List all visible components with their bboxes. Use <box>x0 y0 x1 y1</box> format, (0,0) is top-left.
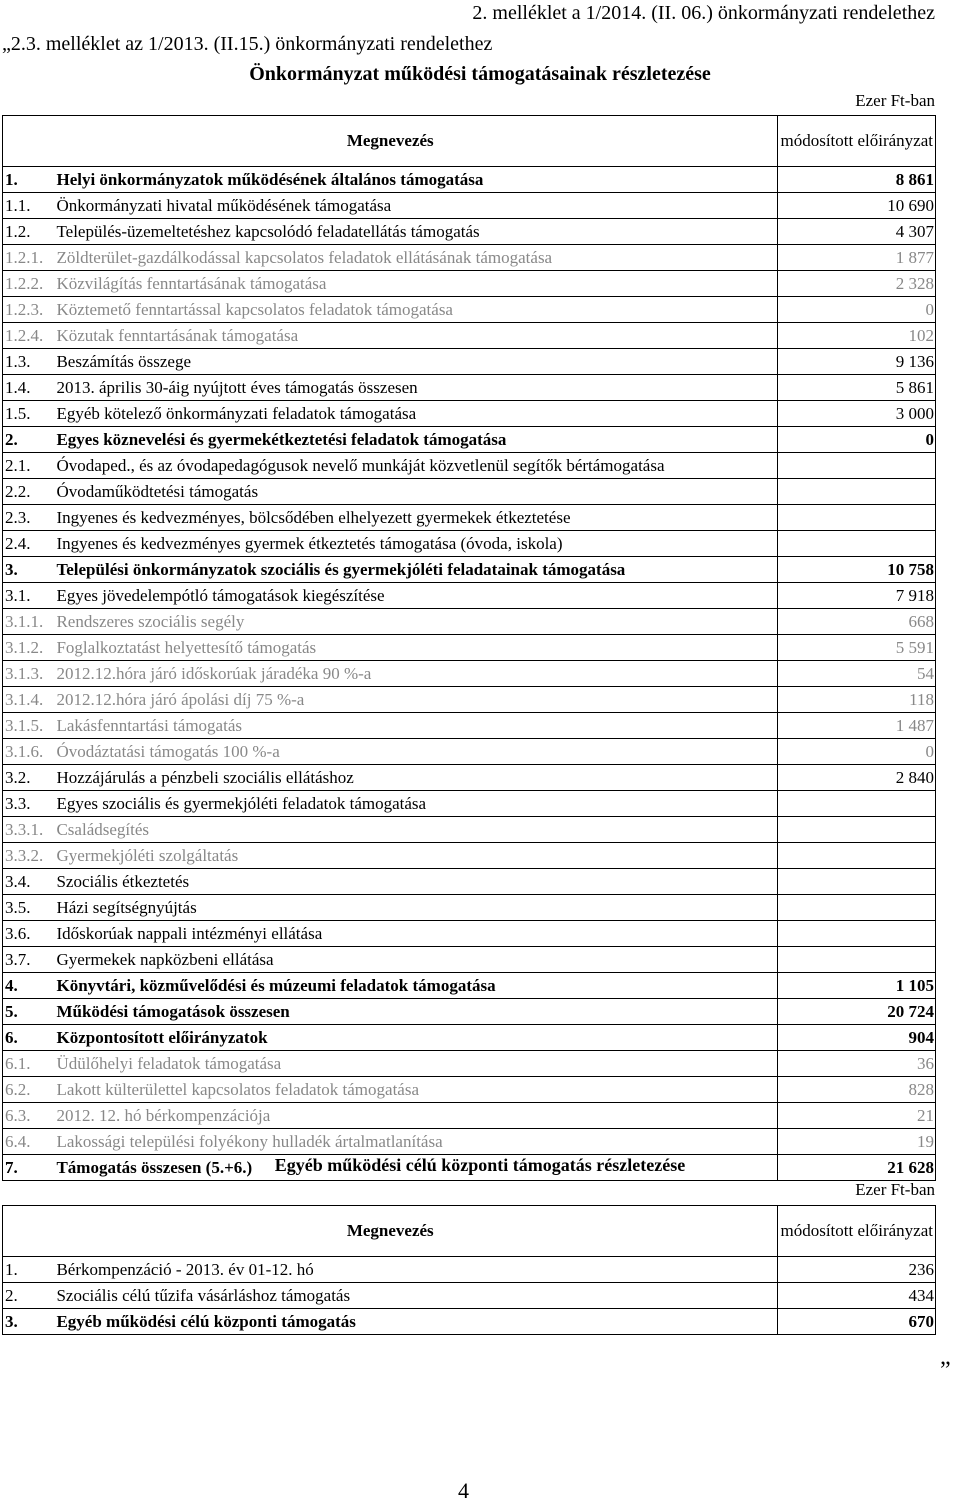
table2-col-value-header: módosított előirányzat <box>778 1206 936 1257</box>
row-number: 5. <box>3 999 55 1025</box>
table-row <box>3 401 936 427</box>
row-number: 2. <box>3 1283 55 1309</box>
row-value: 8 861 <box>778 167 936 193</box>
row-value: 5 861 <box>778 375 936 401</box>
row-label: Települési önkormányzatok szociális és gyermekjóléti feladatainak támogatása <box>54 557 778 583</box>
row-label: Szociális étkeztetés <box>54 869 778 895</box>
row-label: Ingyenes és kedvezményes gyermek étkeztetés támogatása (óvoda, iskola) <box>54 531 778 557</box>
row-value: 10 690 <box>778 193 936 219</box>
row-label: Hozzájárulás a pénzbeli szociális ellátáshoz <box>54 765 778 791</box>
row-value: 1 487 <box>778 713 936 739</box>
table-row <box>3 921 936 947</box>
row-label: Házi segítségnyújtás <box>54 895 778 921</box>
table-row <box>3 661 936 687</box>
row-number: 1. <box>3 1257 55 1283</box>
row-number: 3. <box>3 1309 55 1335</box>
table-row <box>3 635 936 661</box>
row-number: 3.6. <box>3 921 55 947</box>
row-number: 2. <box>3 427 55 453</box>
row-label: 2012.12.hóra járó ápolási díj 75 %-a <box>54 687 778 713</box>
table-row <box>3 1051 936 1077</box>
row-value: 0 <box>778 739 936 765</box>
row-number: 1.2. <box>3 219 55 245</box>
row-value <box>778 869 936 895</box>
row-label: 2012.12.hóra járó időskorúak járadéka 90 %-a <box>54 661 778 687</box>
row-number: 3.1.4. <box>3 687 55 713</box>
row-label: Egyes jövedelempótló támogatások kiegészítése <box>54 583 778 609</box>
table-row <box>3 1077 936 1103</box>
table-row <box>3 531 936 557</box>
row-number: 3. <box>3 557 55 583</box>
table-row <box>3 713 936 739</box>
page-number: 4 <box>458 1478 469 1503</box>
row-label: Óvodaped., és az óvodapedagógusok nevelő munkáját közvetlenül segítők bértámogatása <box>54 453 778 479</box>
row-value: 102 <box>778 323 936 349</box>
table-row <box>3 843 936 869</box>
table1 <box>2 115 936 1181</box>
row-label: Egyéb működési célú központi támogatás <box>54 1309 778 1335</box>
row-label: Könyvtári, közművelődési és múzeumi feladatok támogatása <box>54 973 778 999</box>
row-number: 3.4. <box>3 869 55 895</box>
row-value: 2 840 <box>778 765 936 791</box>
decree-reference-line: 2. melléklet a 1/2014. (II. 06.) önkormányzati rendelethez <box>472 2 935 24</box>
row-label: Beszámítás összege <box>54 349 778 375</box>
table-row <box>3 739 936 765</box>
row-value: 20 724 <box>778 999 936 1025</box>
row-label: 2013. április 30-áig nyújtott éves támogatás összesen <box>54 375 778 401</box>
row-label: Gyermekjóléti szolgáltatás <box>54 843 778 869</box>
row-number: 2.3. <box>3 505 55 531</box>
row-value: 10 758 <box>778 557 936 583</box>
table-row <box>3 1257 936 1283</box>
table1-col-name-header: Megnevezés <box>3 116 778 167</box>
row-label: Közvilágítás fenntartásának támogatása <box>54 271 778 297</box>
row-number: 6.3. <box>3 1103 55 1129</box>
table-row <box>3 297 936 323</box>
row-value: 0 <box>778 427 936 453</box>
row-label: Időskorúak nappali intézményi ellátása <box>54 921 778 947</box>
row-value: 21 628 <box>778 1155 936 1181</box>
table-row <box>3 973 936 999</box>
row-number: 1. <box>3 167 55 193</box>
row-label: Bérkompenzáció - 2013. év 01-12. hó <box>54 1257 778 1283</box>
row-label: Üdülőhelyi feladatok támogatása <box>54 1051 778 1077</box>
row-value: 21 <box>778 1103 936 1129</box>
row-number: 1.3. <box>3 349 55 375</box>
row-label: Óvodaműködtetési támogatás <box>54 479 778 505</box>
row-label: Gyermekek napközbeni ellátása <box>54 947 778 973</box>
table-row <box>3 557 936 583</box>
table-row <box>3 167 936 193</box>
row-value <box>778 895 936 921</box>
row-value: 0 <box>778 297 936 323</box>
row-value: 670 <box>778 1309 936 1335</box>
table-row <box>3 895 936 921</box>
row-value: 5 591 <box>778 635 936 661</box>
table1-header-row <box>3 116 936 167</box>
table2-col-name-header: Megnevezés <box>3 1206 778 1257</box>
row-number: 1.2.2. <box>3 271 55 297</box>
row-label: Központosított előirányzatok <box>54 1025 778 1051</box>
row-value: 3 000 <box>778 401 936 427</box>
table-row <box>3 999 936 1025</box>
row-value <box>778 453 936 479</box>
table-row <box>3 583 936 609</box>
table-row <box>3 687 936 713</box>
row-label: Szociális célú tűzifa vásárláshoz támogatás <box>54 1283 778 1309</box>
row-value: 904 <box>778 1025 936 1051</box>
table1-unit: Ezer Ft-ban <box>855 91 935 110</box>
table-row <box>3 817 936 843</box>
row-number: 2.4. <box>3 531 55 557</box>
row-value: 828 <box>778 1077 936 1103</box>
table1-title: Önkormányzat működési támogatásainak részletezése <box>249 63 711 85</box>
row-number: 1.4. <box>3 375 55 401</box>
row-label: Lakossági települési folyékony hulladék ártalmatlanítása <box>54 1129 778 1155</box>
row-label: Zöldterület-gazdálkodással kapcsolatos feladatok ellátásának támogatása <box>54 245 778 271</box>
row-label: Óvodáztatási támogatás 100 %-a <box>54 739 778 765</box>
row-number: 1.2.1. <box>3 245 55 271</box>
row-value <box>778 479 936 505</box>
row-label: Helyi önkormányzatok működésének általános támogatása <box>54 167 778 193</box>
row-value: 36 <box>778 1051 936 1077</box>
row-value: 118 <box>778 687 936 713</box>
table-row <box>3 323 936 349</box>
row-value <box>778 817 936 843</box>
table-row <box>3 869 936 895</box>
row-number: 3.2. <box>3 765 55 791</box>
row-number: 1.1. <box>3 193 55 219</box>
table2-header-row <box>3 1206 936 1257</box>
table-row <box>3 193 936 219</box>
row-label: Önkormányzati hivatal működésének támogatása <box>54 193 778 219</box>
row-value <box>778 921 936 947</box>
row-value <box>778 843 936 869</box>
table-row <box>3 1025 936 1051</box>
row-number: 3.1.3. <box>3 661 55 687</box>
row-number: 3.1.6. <box>3 739 55 765</box>
row-value <box>778 505 936 531</box>
table-row <box>3 1309 936 1335</box>
table-row <box>3 791 936 817</box>
table2 <box>2 1205 936 1335</box>
table-row <box>3 427 936 453</box>
row-value: 434 <box>778 1283 936 1309</box>
row-label: Lakott külterülettel kapcsolatos feladatok támogatása <box>54 1077 778 1103</box>
table-row <box>3 505 936 531</box>
closing-quote-mark: „ <box>940 1344 951 1370</box>
table-row <box>3 245 936 271</box>
table-row <box>3 453 936 479</box>
row-number: 1.2.3. <box>3 297 55 323</box>
row-number: 6. <box>3 1025 55 1051</box>
annex-reference-line: „2.3. melléklet az 1/2013. (II.15.) önkormányzati rendelethez <box>2 33 493 55</box>
table1-col-value-header: módosított előirányzat <box>778 116 936 167</box>
table-row <box>3 479 936 505</box>
row-number: 3.3.2. <box>3 843 55 869</box>
table-row <box>3 271 936 297</box>
row-number: 7. <box>3 1155 55 1181</box>
row-number: 3.1.2. <box>3 635 55 661</box>
row-value: 668 <box>778 609 936 635</box>
table-row <box>3 765 936 791</box>
row-label: Rendszeres szociális segély <box>54 609 778 635</box>
row-number: 6.2. <box>3 1077 55 1103</box>
row-value <box>778 947 936 973</box>
table-row <box>3 609 936 635</box>
table-row <box>3 219 936 245</box>
table-row <box>3 947 936 973</box>
row-value: 7 918 <box>778 583 936 609</box>
row-label: 2012. 12. hó bérkompenzációja <box>54 1103 778 1129</box>
table-row <box>3 1283 936 1309</box>
row-number: 6.1. <box>3 1051 55 1077</box>
row-value: 54 <box>778 661 936 687</box>
row-label: Köztemető fenntartással kapcsolatos feladatok támogatása <box>54 297 778 323</box>
row-label: Ingyenes és kedvezményes, bölcsődében elhelyezett gyermekek étkeztetése <box>54 505 778 531</box>
row-label: Családsegítés <box>54 817 778 843</box>
row-number: 3.7. <box>3 947 55 973</box>
row-number: 1.5. <box>3 401 55 427</box>
row-label: Egyes szociális és gyermekjóléti feladatok támogatása <box>54 791 778 817</box>
row-label: Település-üzemeltetéshez kapcsolódó feladatellátás támogatás <box>54 219 778 245</box>
row-number: 3.1.1. <box>3 609 55 635</box>
table2-unit: Ezer Ft-ban <box>855 1180 935 1199</box>
row-value: 1 105 <box>778 973 936 999</box>
row-number: 4. <box>3 973 55 999</box>
row-value <box>778 791 936 817</box>
row-label: Támogatás összesen (5.+6.) <box>54 1155 778 1181</box>
row-number: 2.1. <box>3 453 55 479</box>
row-value: 1 877 <box>778 245 936 271</box>
row-value: 19 <box>778 1129 936 1155</box>
row-number: 1.2.4. <box>3 323 55 349</box>
row-value: 236 <box>778 1257 936 1283</box>
row-number: 3.5. <box>3 895 55 921</box>
row-label: Foglalkoztatást helyettesítő támogatás <box>54 635 778 661</box>
row-value: 9 136 <box>778 349 936 375</box>
row-label: Egyéb kötelező önkormányzati feladatok támogatása <box>54 401 778 427</box>
row-number: 3.3. <box>3 791 55 817</box>
table-row <box>3 349 936 375</box>
row-label: Egyes köznevelési és gyermekétkeztetési feladatok támogatása <box>54 427 778 453</box>
row-label: Működési támogatások összesen <box>54 999 778 1025</box>
row-number: 6.4. <box>3 1129 55 1155</box>
table-row <box>3 1129 936 1155</box>
row-number: 3.1. <box>3 583 55 609</box>
row-number: 2.2. <box>3 479 55 505</box>
row-number: 3.1.5. <box>3 713 55 739</box>
table-row <box>3 375 936 401</box>
row-value: 4 307 <box>778 219 936 245</box>
row-value: 2 328 <box>778 271 936 297</box>
row-label: Lakásfenntartási támogatás <box>54 713 778 739</box>
table-row <box>3 1103 936 1129</box>
row-label: Közutak fenntartásának támogatása <box>54 323 778 349</box>
table2-title: Egyéb működési célú központi támogatás részletezése <box>274 1155 686 1175</box>
row-number: 3.3.1. <box>3 817 55 843</box>
row-value <box>778 531 936 557</box>
